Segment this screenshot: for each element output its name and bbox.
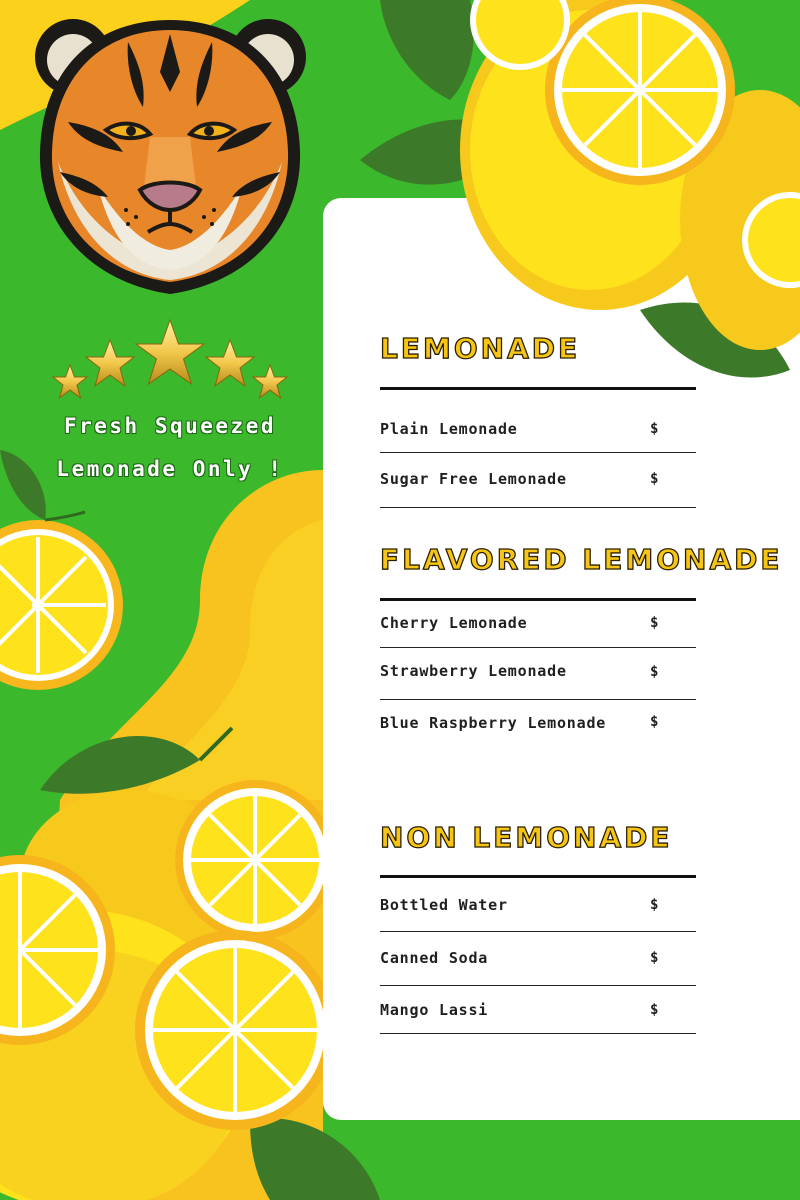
menu-item-price: $ bbox=[650, 897, 659, 913]
section-title-flavored-lemonade: FLAVORED LEMONADE bbox=[380, 543, 783, 576]
tiger-head-icon bbox=[28, 12, 313, 302]
menu-item bbox=[380, 879, 696, 932]
star-icon bbox=[53, 365, 87, 398]
menu-item-name: Mango Lassi bbox=[380, 1001, 489, 1019]
menu-item bbox=[380, 932, 696, 986]
menu-item-price: $ bbox=[650, 950, 659, 966]
menu-item-name: Sugar Free Lemonade bbox=[380, 470, 567, 488]
section-title-lemonade: LEMONADE bbox=[380, 332, 581, 365]
leaf-icon bbox=[250, 1118, 380, 1200]
menu-item-name: Strawberry Lemonade bbox=[380, 662, 567, 680]
menu-item-price: $ bbox=[650, 1002, 659, 1018]
section-divider bbox=[380, 387, 696, 390]
tagline-line-1: Fresh Squeezed bbox=[63, 414, 276, 438]
leaf-icon bbox=[380, 0, 474, 100]
menu-item bbox=[380, 453, 696, 508]
menu-item-name: Plain Lemonade bbox=[380, 420, 518, 438]
section-divider bbox=[380, 598, 696, 601]
menu-item-name: Bottled Water bbox=[380, 896, 508, 914]
leaf-icon bbox=[0, 450, 46, 520]
star-icon bbox=[136, 320, 204, 384]
tagline-line-2: Lemonade Only ! bbox=[56, 457, 284, 481]
menu-item bbox=[380, 648, 696, 700]
section-title-non-lemonade: NON LEMONADE bbox=[380, 821, 673, 854]
menu-item-name: Blue Raspberry Lemonade bbox=[380, 714, 607, 732]
star-icon bbox=[86, 340, 134, 386]
menu-item bbox=[380, 986, 696, 1034]
menu-item bbox=[380, 602, 696, 648]
section-divider bbox=[380, 875, 696, 878]
menu-item-name: Cherry Lemonade bbox=[380, 614, 528, 632]
menu-item-price: $ bbox=[650, 664, 659, 680]
lemon-slice-icon bbox=[0, 520, 123, 690]
rating-stars bbox=[48, 318, 292, 404]
star-icon bbox=[206, 340, 254, 386]
menu-item-name: Canned Soda bbox=[380, 949, 489, 967]
menu-item bbox=[380, 700, 696, 750]
menu-item-price: $ bbox=[650, 421, 659, 437]
menu-item-price: $ bbox=[650, 714, 659, 730]
menu-item-price: $ bbox=[650, 615, 659, 631]
menu-item-price: $ bbox=[650, 471, 659, 487]
star-icon bbox=[253, 365, 287, 398]
menu-item bbox=[380, 404, 696, 453]
